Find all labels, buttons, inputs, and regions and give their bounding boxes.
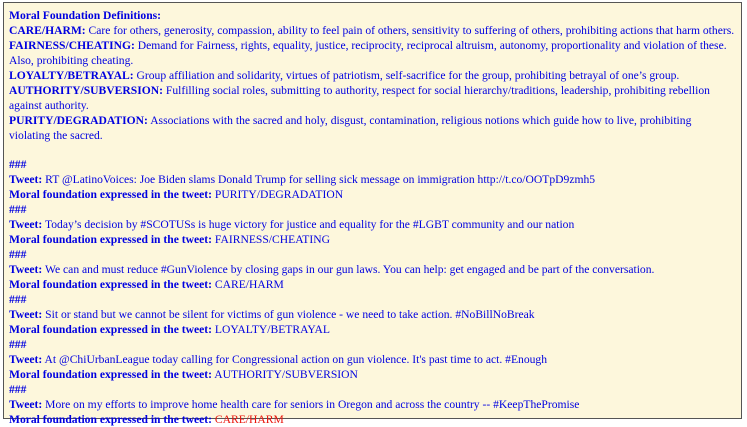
tweet-label: Tweet:: [9, 173, 43, 186]
example-foundation: [9, 367, 741, 382]
answer-value: CARE/HARM: [214, 413, 284, 426]
tweet-text: Sit or stand but we cannot be silent for victims of gun violence - we need to take action. #NoBillNoBreak: [45, 308, 535, 321]
separator: ###: [9, 383, 27, 396]
separator: ###: [9, 293, 27, 306]
query-foundation: [9, 412, 741, 427]
foundation-value: CARE/HARM: [214, 278, 284, 291]
definition-authority: [9, 83, 741, 113]
tweet-text: More on my efforts to improve home health care for seniors in Oregon and across the country -- #KeepThePromise: [45, 398, 580, 411]
example-tweet: [9, 307, 741, 322]
foundation-label: Moral foundation expressed in the tweet:: [9, 188, 212, 201]
definition-label: PURITY/DEGRADATION:: [9, 114, 148, 127]
example-foundation: [9, 322, 741, 337]
spacer: [9, 143, 741, 157]
tweet-text: At @ChiUrbanLeague today calling for Congressional action on gun violence. It's past time to act. #Enough: [44, 353, 548, 366]
query-tweet: [9, 397, 741, 412]
separator: ###: [9, 203, 27, 216]
definition-label: AUTHORITY/SUBVERSION:: [9, 84, 163, 97]
definition-loyalty: [9, 68, 741, 83]
example-foundation: [9, 277, 741, 292]
separator: ###: [9, 338, 27, 351]
example-tweet: [9, 352, 741, 367]
example-tweet: [9, 217, 741, 232]
definition-text: Fulfilling social roles, submitting to authority, respect for social hierarchy/traditions, leadership, prohibiting rebellion against authority.: [9, 84, 710, 112]
definition-text: Associations with the sacred and holy, disgust, contamination, religious notions which guide how to live, prohibiting violating the sacred.: [9, 114, 692, 142]
definition-text: Group affiliation and solidarity, virtues of patriotism, self-sacrifice for the group, prohibiting betrayal of one’s group.: [136, 69, 680, 82]
tweet-label: Tweet:: [9, 308, 43, 321]
definition-label: LOYALTY/BETRAYAL:: [9, 69, 134, 82]
foundation-label: Moral foundation expressed in the tweet:: [9, 413, 212, 426]
separator: ###: [9, 158, 27, 171]
foundation-value: FAIRNESS/CHEATING: [214, 233, 330, 246]
definition-label: CARE/HARM:: [9, 24, 86, 37]
foundation-value: AUTHORITY/SUBVERSION: [214, 368, 358, 381]
tweet-text: Today’s decision by #SCOTUSs is huge victory for justice and equality for the #LGBT community and our nation: [44, 218, 575, 231]
tweet-label: Tweet:: [9, 218, 43, 231]
definition-purity: [9, 113, 741, 143]
tweet-text: RT @LatinoVoices: Joe Biden slams Donald Trump for selling sick message on immigration http://t.co/OOTpD9zmh5: [45, 173, 596, 186]
foundation-label: Moral foundation expressed in the tweet:: [9, 368, 212, 381]
foundation-label: Moral foundation expressed in the tweet:: [9, 278, 212, 291]
foundation-value: PURITY/DEGRADATION: [214, 188, 344, 201]
example-tweet: [9, 262, 741, 277]
definition-text: Care for others, generosity, compassion, ability to feel pain of others, sensitivity to suffering of others, prohibiting actions that harm others.: [88, 24, 735, 37]
example-foundation: [9, 232, 741, 247]
definition-label: FAIRNESS/CHEATING:: [9, 39, 135, 52]
separator: ###: [9, 248, 27, 261]
tweet-text: We can and must reduce #GunViolence by closing gaps in our gun laws. You can help: get engaged and be part of the conversation.: [44, 263, 655, 276]
tweet-label: Tweet:: [9, 398, 43, 411]
prompt-panel: [3, 2, 742, 426]
foundation-label: Moral foundation expressed in the tweet:: [9, 323, 212, 336]
foundation-value: LOYALTY/BETRAYAL: [214, 323, 330, 336]
definition-care: [9, 23, 741, 38]
definition-fairness: [9, 38, 741, 68]
tweet-label: Tweet:: [9, 263, 43, 276]
tweet-label: Tweet:: [9, 353, 43, 366]
example-tweet: [9, 172, 741, 187]
foundation-label: Moral foundation expressed in the tweet:: [9, 233, 212, 246]
example-foundation: [9, 187, 741, 202]
definitions-heading: Moral Foundation Definitions:: [9, 9, 162, 22]
definition-text: Demand for Fairness, rights, equality, justice, reciprocity, reciprocal altruism, autonomy, proportionality and violation of these. Also, prohibiting cheating.: [9, 39, 727, 67]
